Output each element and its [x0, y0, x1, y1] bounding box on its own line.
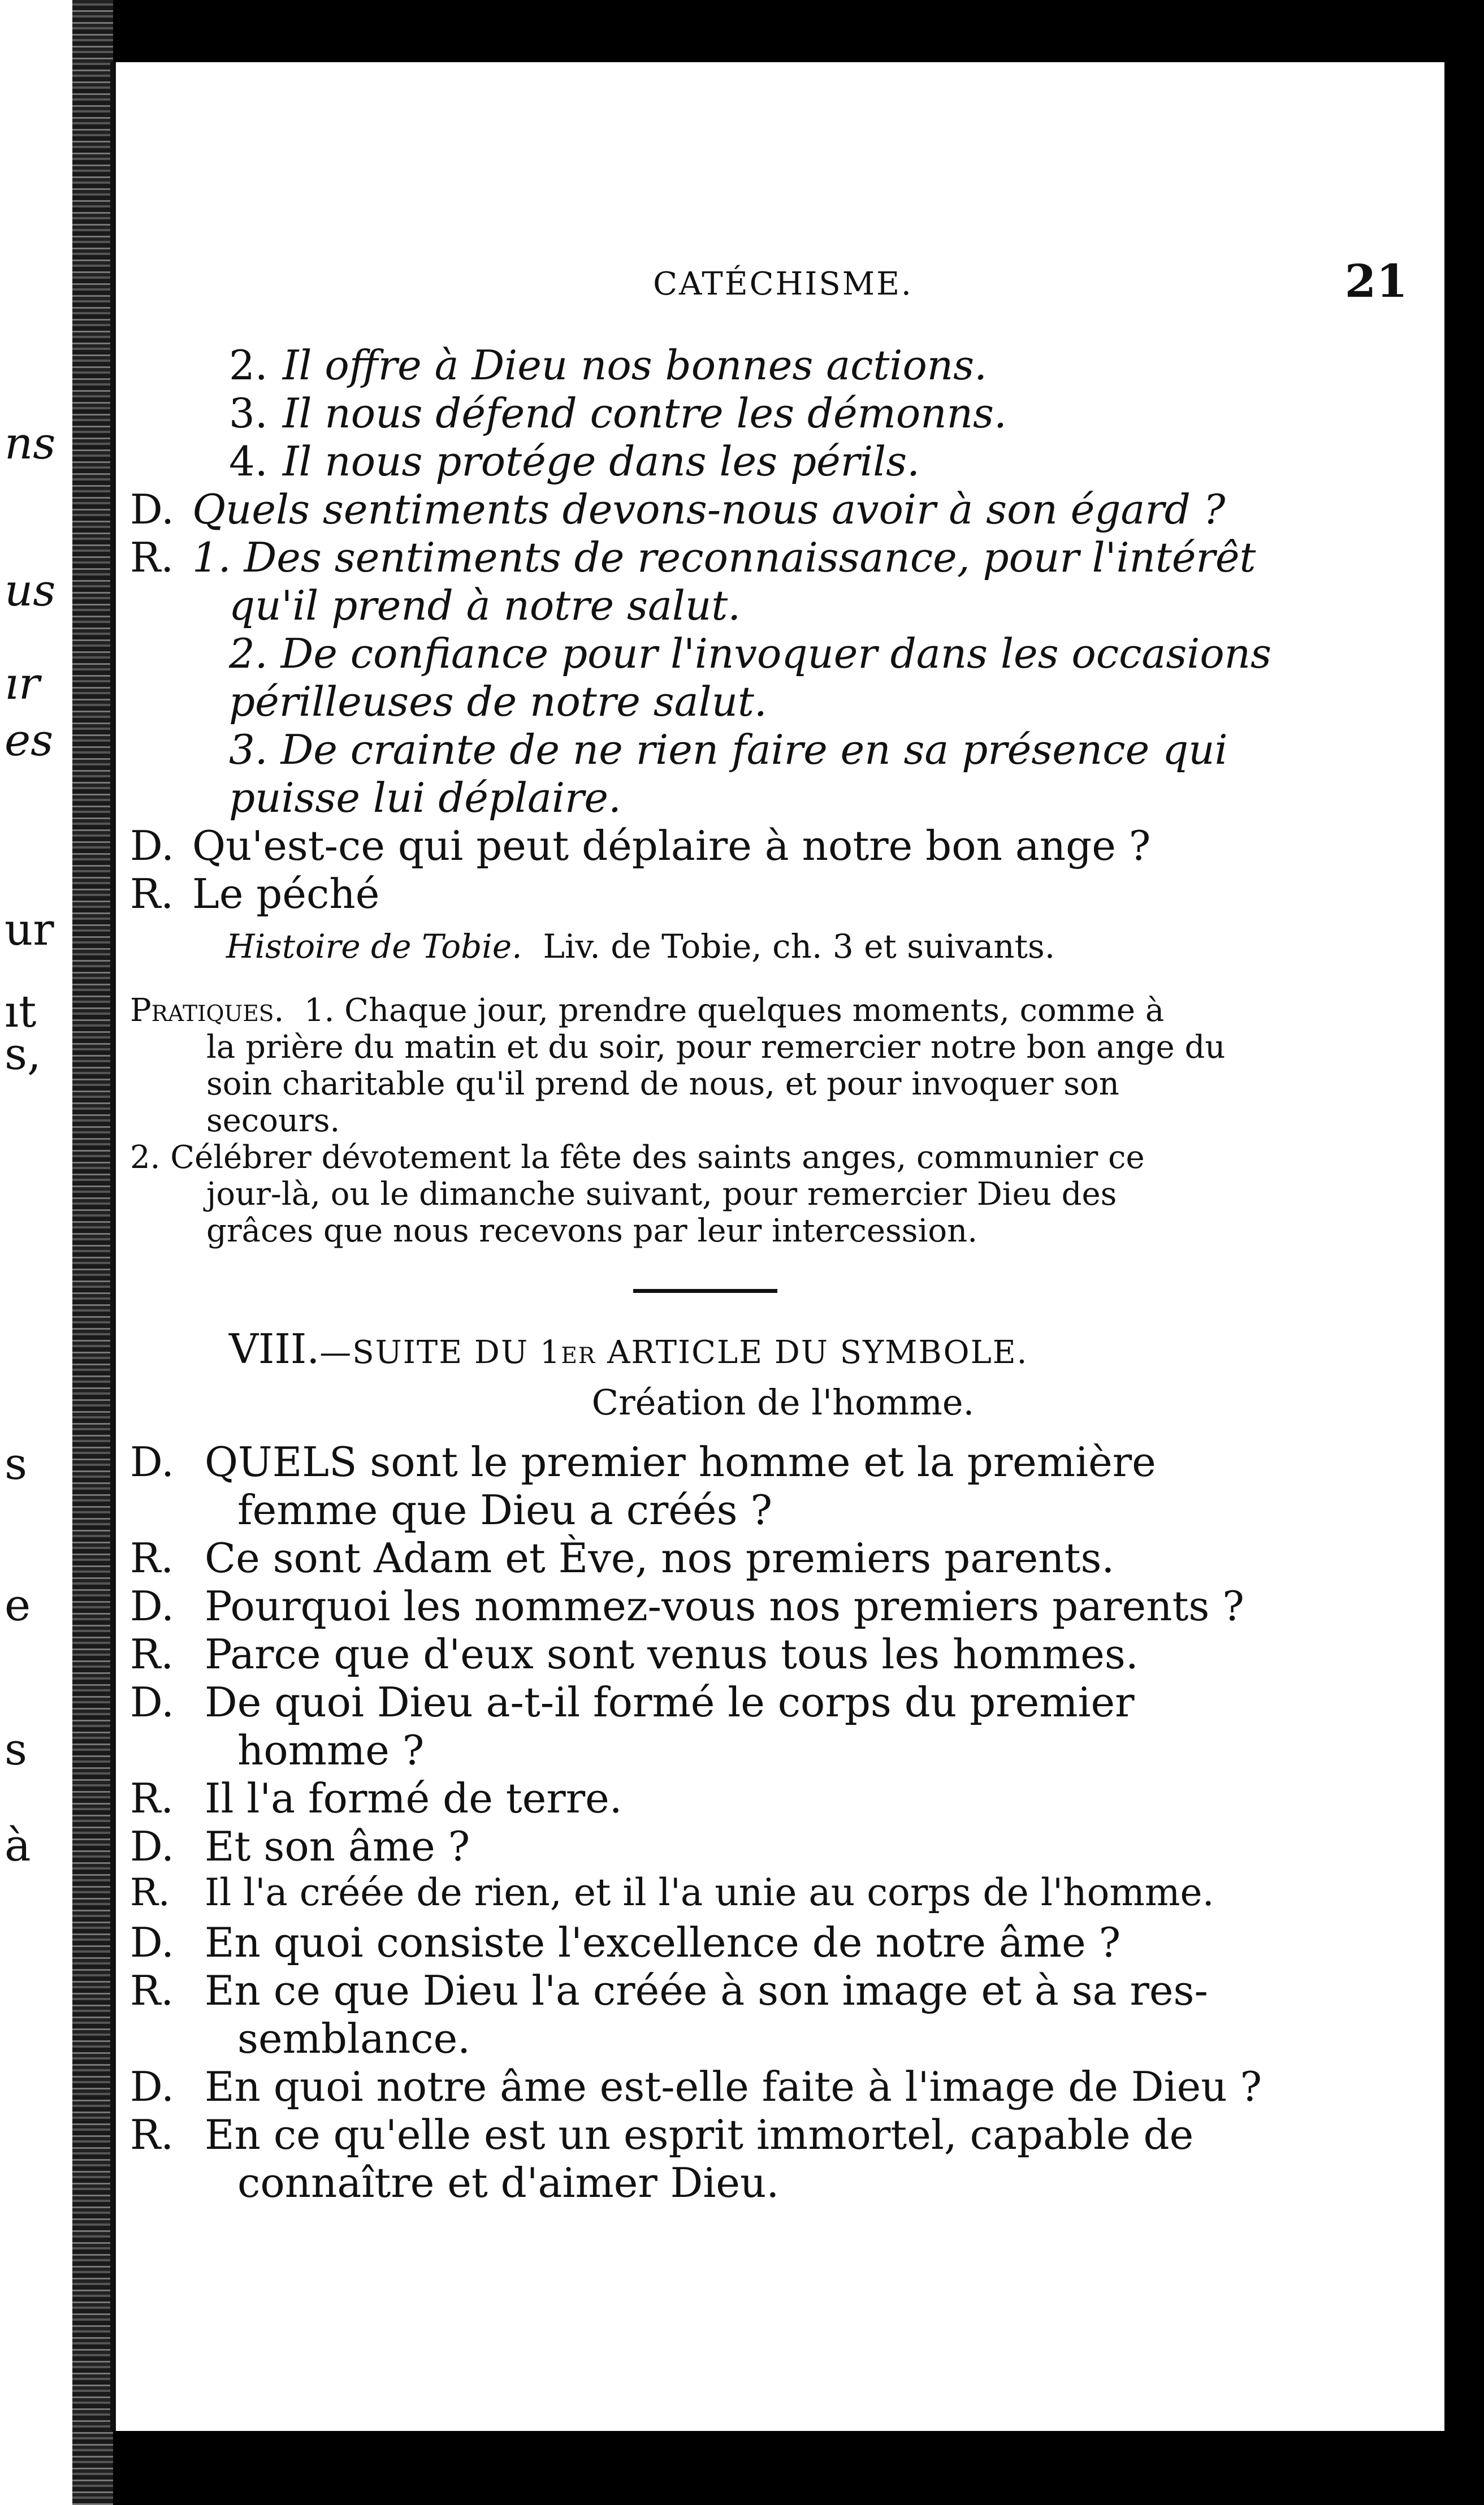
section-heading: [229, 1325, 1028, 1373]
page-header: [116, 254, 1450, 311]
practices-line: secours.: [206, 1102, 340, 1139]
margin-fragment: ur: [5, 905, 54, 955]
question-line: D. QUELS sont le premier homme et la première: [130, 1438, 1156, 1486]
question-line: D. Pourquoi les nommez-vous nos premiers parents ?: [130, 1582, 1244, 1630]
text-line: 2. De confiance pour l'invoquer dans les occasions: [229, 630, 1271, 677]
margin-fragment: ır: [5, 659, 40, 709]
answer-line: R. Parce que d'eux sont venus tous les hommes.: [130, 1630, 1139, 1678]
section-divider: [633, 1289, 777, 1293]
previous-page-margin: [0, 0, 79, 2505]
section-number: VIII.: [229, 1325, 320, 1373]
running-head: CATÉCHISME.: [653, 266, 913, 302]
answer-line: R. Il l'a formé de terre.: [130, 1775, 622, 1822]
question-line: D. En quoi consiste l'excellence de notre âme ?: [130, 1919, 1121, 1966]
text-line: 3. De crainte de ne rien faire en sa présence qui: [229, 726, 1228, 773]
text-line: 4. Il nous protége dans les périls.: [229, 438, 920, 485]
margin-fragment: e: [5, 1580, 31, 1631]
story-title: Histoire de Tobie.: [226, 927, 522, 966]
question-line: D. De quoi Dieu a-t-il formé le corps du premier: [130, 1678, 1135, 1726]
question-line: D. Quels sentiments devons-nous avoir à son égard ?: [130, 486, 1226, 533]
answer-line: R. En ce qu'elle est un esprit immortel, capable de: [130, 2111, 1194, 2158]
practices-line: Pratiques. 1. Chaque jour, prendre quelques moments, comme à: [130, 992, 1165, 1029]
margin-fragment: ns: [5, 418, 56, 469]
question-line: D. Qu'est-ce qui peut déplaire à notre bon ange ?: [130, 822, 1151, 869]
text-line: qu'il prend à notre salut.: [229, 582, 741, 629]
answer-line: connaître et d'aimer Dieu.: [237, 2159, 780, 2207]
question-line: D. Et son âme ?: [130, 1823, 470, 1870]
story-citation: Liv. de Tobie, ch. 3 et suivants.: [543, 927, 1055, 966]
story-reference: [226, 927, 1055, 966]
answer-line: R. Le péché: [130, 870, 380, 918]
text-line: puisse lui déplaire.: [229, 774, 621, 821]
margin-fragment: s: [5, 1724, 28, 1775]
question-line: femme que Dieu a créés ?: [237, 1486, 773, 1534]
margin-fragment: us: [5, 565, 56, 616]
practices-line: grâces que nous recevons par leur intercession.: [206, 1213, 978, 1249]
answer-line: R. Ce sont Adam et Ève, nos premiers parents.: [130, 1534, 1115, 1582]
practices-label: Pratiques.: [130, 992, 284, 1029]
margin-fragment: à: [5, 1820, 31, 1871]
text-line: 2. Il offre à Dieu nos bonnes actions.: [229, 341, 988, 389]
practices-line: soin charitable qu'il prend de nous, et pour invoquer son: [206, 1066, 1119, 1102]
answer-line: semblance.: [237, 2015, 471, 2062]
book-gutter: [72, 0, 113, 2505]
section-title: —SUITE DU 1er ARTICLE DU SYMBOLE.: [319, 1334, 1028, 1371]
margin-fragment: es: [5, 715, 54, 766]
practices-line: la prière du matin et du soir, pour remercier notre bon ange du: [206, 1029, 1226, 1066]
text-line: 3. Il nous défend contre les démonns.: [229, 390, 1007, 437]
section-subtitle: Création de l'homme.: [591, 1382, 975, 1423]
practices-line: 2. Célébrer dévotement la fête des saints anges, communier ce: [130, 1139, 1145, 1176]
answer-line: R. 1. Des sentiments de reconnaissance, pour l'intérêt: [130, 534, 1256, 581]
text-line: périlleuses de notre salut.: [229, 678, 767, 725]
answer-line: R. En ce que Dieu l'a créée à son image et à sa res-: [130, 1967, 1208, 2014]
page-edge-shadow: [1444, 0, 1484, 2505]
page-number: 21: [1344, 254, 1408, 308]
question-line: D. En quoi notre âme est-elle faite à l'image de Dieu ?: [130, 2063, 1262, 2110]
question-line: homme ?: [237, 1727, 425, 1774]
margin-fragment: s: [5, 1439, 28, 1490]
practices-line: jour-là, ou le dimanche suivant, pour remercier Dieu des: [206, 1176, 1117, 1213]
margin-fragment: ıt: [5, 987, 37, 1037]
margin-fragment: s,: [5, 1029, 41, 1080]
answer-line: R. Il l'a créée de rien, et il l'a unie au corps de l'homme.: [130, 1871, 1214, 1914]
book-page: [110, 62, 1450, 2431]
